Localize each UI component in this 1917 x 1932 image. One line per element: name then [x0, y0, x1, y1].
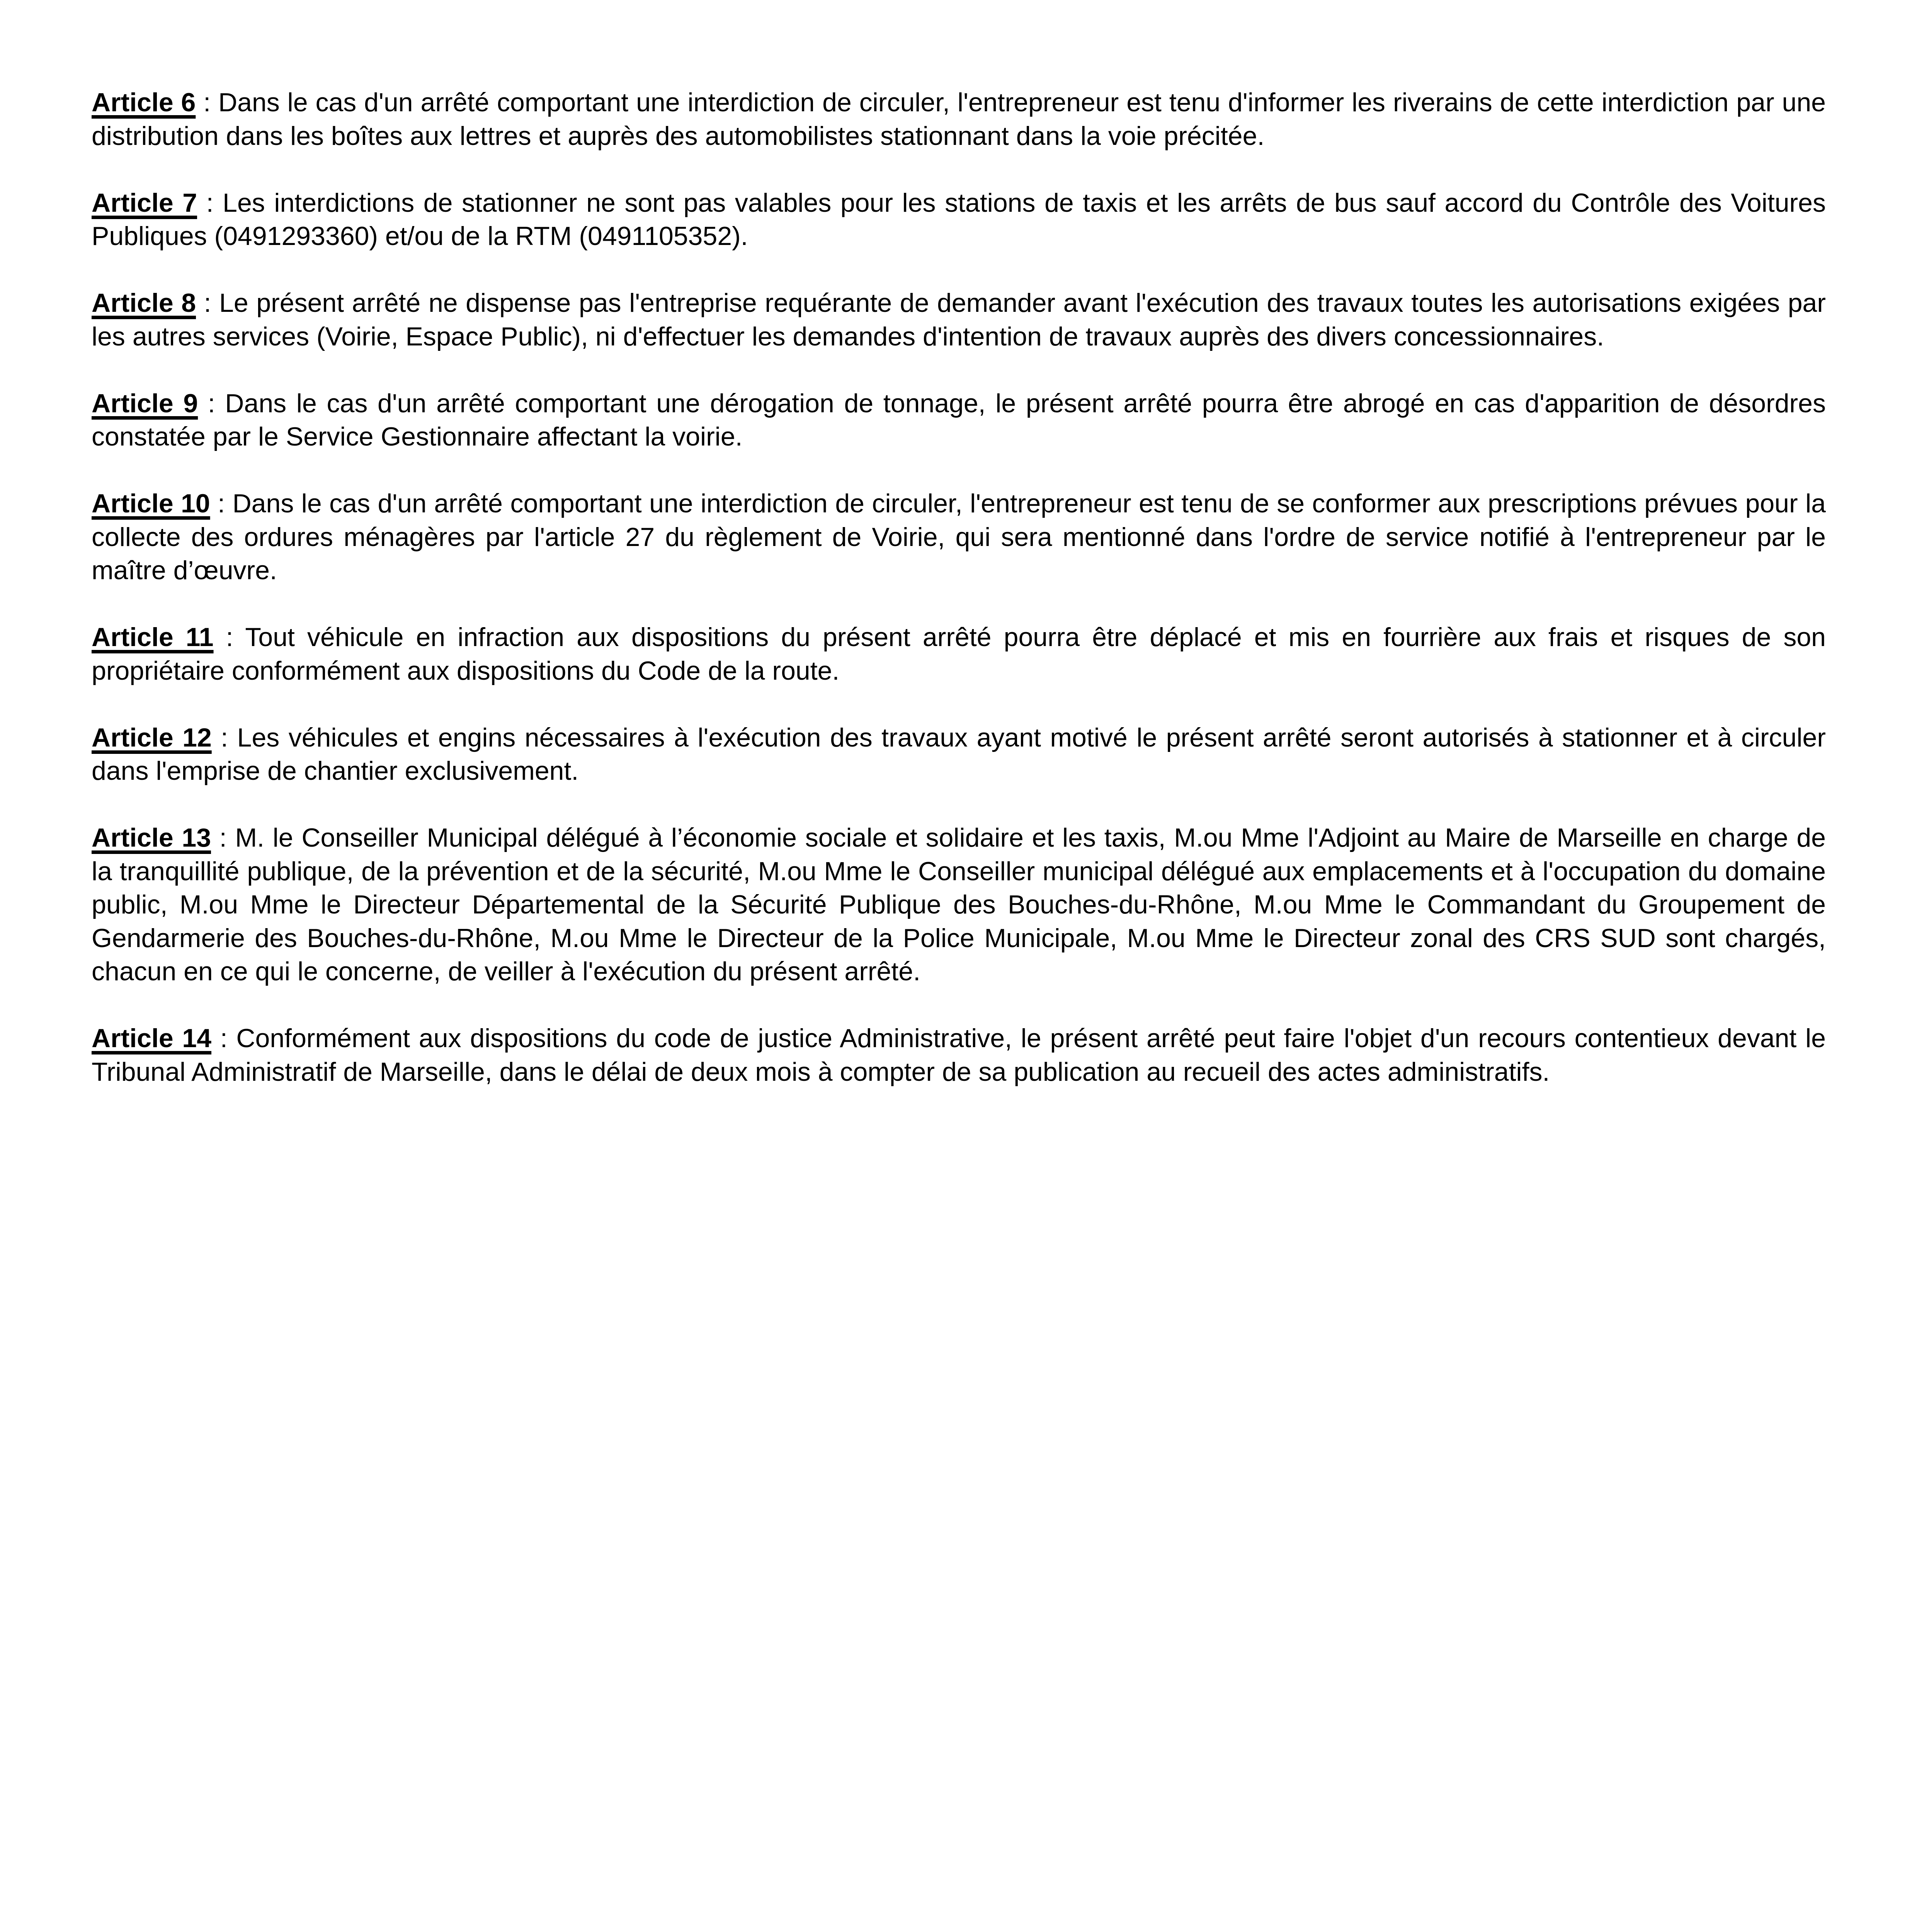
- article-text: : Dans le cas d'un arrêté comportant une interdiction de circuler, l'entrepreneur est tenu de se conformer aux prescriptions prévues pour la collecte des ordures ménagères par l'article 27 du règlement de Voirie, qui sera mentionné dans l'ordre de service notifié à l'entrepreneur par le maître d’œuvre.: [92, 489, 1826, 585]
- article-label: Article 14: [92, 1024, 212, 1053]
- article-text: : Les véhicules et engins nécessaires à l'exécution des travaux ayant motivé le présent arrêté seront autorisés à stationner et à circuler dans l'emprise de chantier exclusivement.: [92, 723, 1826, 786]
- article-text: : Conformément aux dispositions du code de justice Administrative, le présent arrêté peut faire l'objet d'un recours contentieux devant le Tribunal Administratif de Marseille, dans le délai de deux mois à compter de sa publication au recueil des actes administratifs.: [92, 1024, 1826, 1087]
- article-label: Article 13: [92, 823, 211, 852]
- article-text: : Dans le cas d'un arrêté comportant une dérogation de tonnage, le présent arrêté pourra être abrogé en cas d'apparition de désordres constatée par le Service Gestionnaire affectant la voirie.: [92, 388, 1826, 451]
- article-text: : Les interdictions de stationner ne sont pas valables pour les stations de taxis et les arrêts de bus sauf accord du Contrôle des Voitures Publiques (0491293360) et/ou de la RTM (0491105352).: [92, 188, 1826, 251]
- article-label: Article 10: [92, 489, 210, 518]
- article-text: : M. le Conseiller Municipal délégué à l’économie sociale et solidaire et les taxis, M.ou Mme l'Adjoint au Maire de Marseille en charge de la tranquillité publique, de la prévention et de la sécurité, M.ou Mme le Conseiller municipal délégué aux emplacements et à l'occupation du domaine public, M.ou Mme le Directeur Départemental de la Sécurité Publique des Bouches-du-Rhône, M.ou Mme le Commandant du Groupement de Gendarmerie des Bouches-du-Rhône, M.ou Mme le Directeur de la Police Municipale, M.ou Mme le Directeur zonal des CRS SUD sont chargés, chacun en ce qui le concerne, de veiller à l'exécution du présent arrêté.: [92, 823, 1826, 986]
- article-label: Article 9: [92, 388, 198, 418]
- article-7: [92, 186, 1826, 253]
- article-6: [92, 86, 1826, 153]
- article-label: Article 8: [92, 288, 196, 318]
- article-label: Article 11: [92, 622, 214, 652]
- article-label: Article 12: [92, 723, 212, 752]
- article-label: Article 6: [92, 88, 196, 117]
- article-text: : Tout véhicule en infraction aux dispositions du présent arrêté pourra être déplacé et mis en fourrière aux frais et risques de son propriétaire conformément aux dispositions du Code de la route.: [92, 622, 1826, 685]
- article-text: : Le présent arrêté ne dispense pas l'entreprise requérante de demander avant l'exécution des travaux toutes les autorisations exigées par les autres services (Voirie, Espace Public), ni d'effectuer les demandes d'intention de travaux auprès des divers concessionnaires.: [92, 288, 1826, 351]
- article-11: [92, 621, 1826, 687]
- article-14: [92, 1022, 1826, 1088]
- article-text: : Dans le cas d'un arrêté comportant une interdiction de circuler, l'entrepreneur est tenu d'informer les riverains de cette interdiction par une distribution dans les boîtes aux lettres et auprès des automobilistes stationnant dans la voie précitée.: [92, 88, 1826, 151]
- articles-section: [92, 86, 1826, 1122]
- article-10: [92, 487, 1826, 587]
- article-12: [92, 721, 1826, 788]
- article-9: [92, 387, 1826, 454]
- article-label: Article 7: [92, 188, 197, 218]
- article-8: [92, 286, 1826, 353]
- article-13: [92, 821, 1826, 988]
